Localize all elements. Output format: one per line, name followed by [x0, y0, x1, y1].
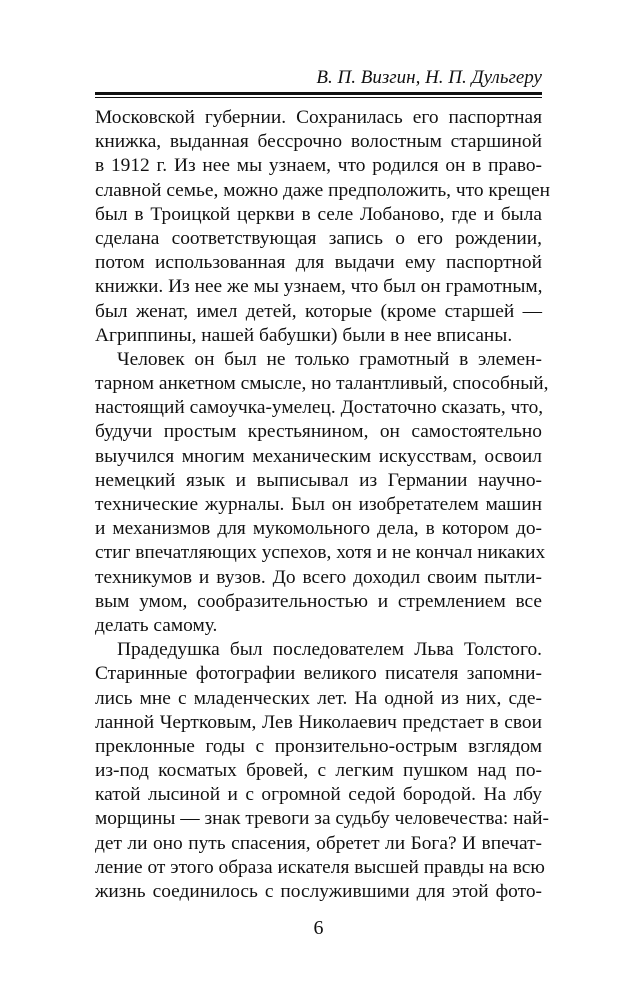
- paragraph-2: [95, 348, 549, 638]
- text-line: из-под косматых бровей, с легким пушком над по-: [95, 760, 542, 782]
- text-line: Прадедушка был последователем Льва Толстого.: [117, 639, 542, 661]
- text-line: немецкий язык и выписывал из Германии научно-: [95, 469, 542, 491]
- paragraph-1: [95, 106, 551, 348]
- text-line: жизнь соединилось с послужившими для этой фото-: [95, 881, 542, 902]
- text-line: техникумов и вузов. До всего доходил своим пытли-: [95, 566, 542, 588]
- text-line: дет ли оно путь спасения, обретет ли Бога? И впечат-: [95, 832, 542, 854]
- body-text: [95, 106, 551, 904]
- text-line: преклонные годы с пронзительно-острым взглядом: [95, 735, 542, 757]
- text-line: вым умом, сообразительностью и стремлением все: [95, 590, 542, 612]
- text-line: тарном анкетном смысле, но талантливый, способный,: [95, 373, 549, 395]
- text-line: Московской губернии. Сохранилась его паспортная: [95, 107, 542, 128]
- text-line: катой лысиной и с огромной седой бородой. На лбу: [95, 784, 542, 806]
- header-rule-thick: [95, 92, 542, 95]
- text-line: книжка, выданная бессрочно волостным старшиной: [95, 131, 542, 153]
- text-line: Агриппины, нашей бабушки) были в нее вписаны.: [95, 324, 513, 346]
- text-line: Человек он был не только грамотный в элемен-: [117, 348, 542, 370]
- header-rule-thin: [95, 97, 542, 98]
- running-head: В. П. Визгин, Н. П. Дульгеру: [316, 67, 542, 88]
- text-line: выучился многим механическим искусствам, освоил: [95, 445, 542, 467]
- text-line: ланной Чертковым, Лев Николаевич предстает в свои: [95, 711, 542, 733]
- text-line: будучи простым крестьянином, он самостоятельно: [95, 421, 542, 443]
- page-number: 6: [313, 917, 324, 939]
- text-line: славной семье, можно даже предположить, что крещен: [95, 179, 551, 201]
- text-line: делать самому.: [95, 614, 218, 636]
- text-line: был в Троицкой церкви в селе Лобаново, где и была: [95, 203, 542, 225]
- text-line: был женат, имел детей, которые (кроме старшей —: [95, 300, 542, 322]
- text-line: в 1912 г. Из нее мы узнаем, что родился он в право-: [95, 155, 542, 177]
- text-line: настоящий самоучка-умелец. Достаточно сказать, что,: [95, 397, 544, 419]
- text-line: потом использованная для выдачи ему паспортной: [95, 252, 542, 274]
- text-line: стиг впечатляющих успехов, хотя и не кончал никаких: [95, 542, 546, 564]
- text-line: ление от этого образа искателя высшей правды на всю: [95, 856, 545, 878]
- text-line: Старинные фотографии великого писателя запомни-: [95, 663, 542, 685]
- text-line: книжки. Из нее же мы узнаем, что был он грамотным,: [95, 276, 543, 298]
- text-line: технические журналы. Был он изобретателем машин: [95, 494, 542, 515]
- text-line: и механизмов для мукомольного дела, в котором до-: [95, 518, 542, 540]
- text-line: морщины — знак тревоги за судьбу человечества: най-: [95, 808, 549, 830]
- paragraph-3: [95, 638, 549, 904]
- text-line: лись мне с младенческих лет. На одной из них, сде-: [95, 687, 542, 709]
- text-line: сделана соответствующая запись о его рождении,: [95, 227, 542, 249]
